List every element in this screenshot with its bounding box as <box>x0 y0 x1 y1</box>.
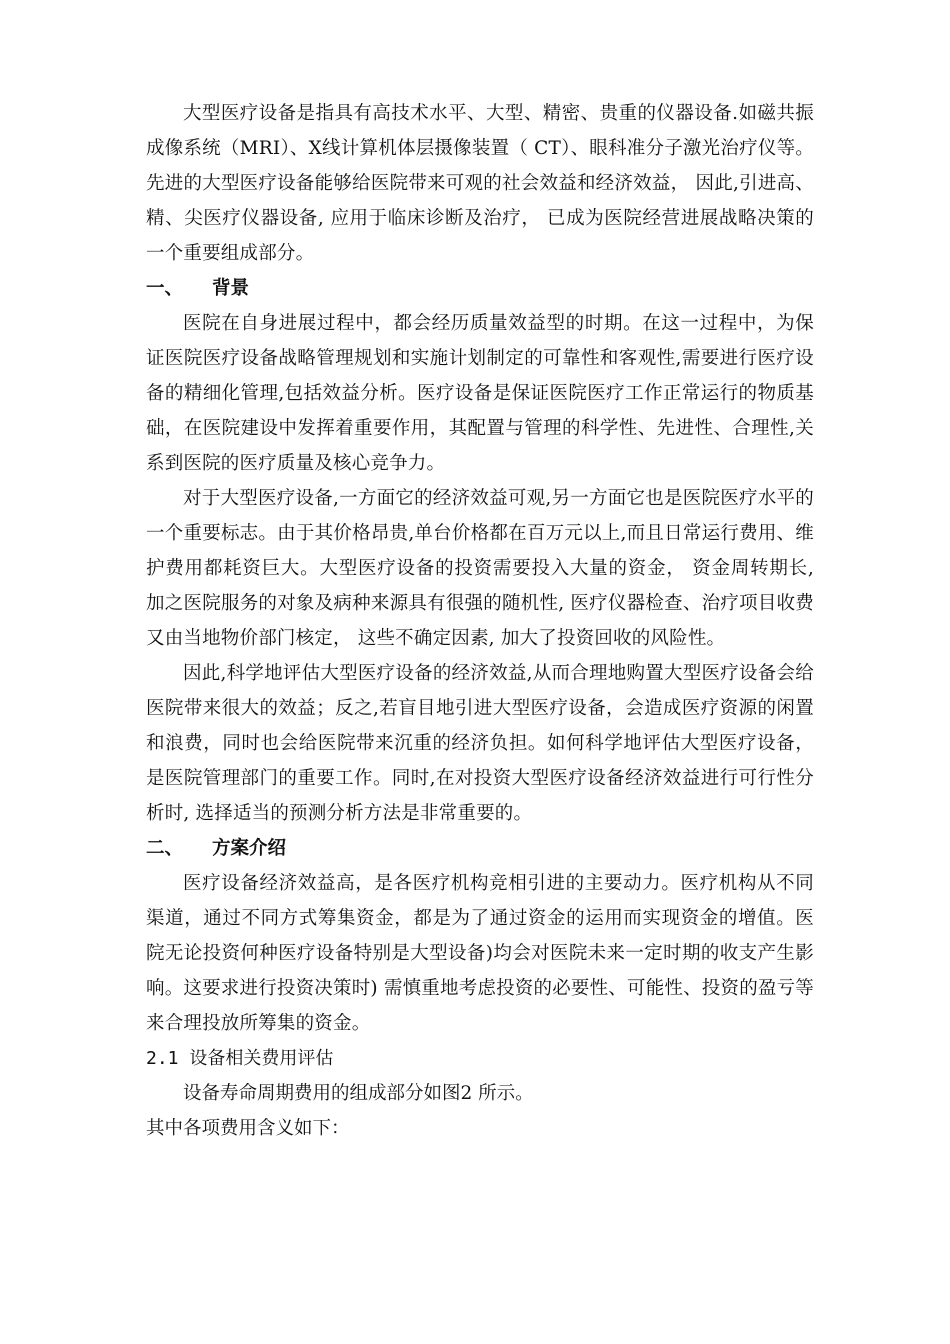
subsection-2-1-title: 2.1 设备相关费用评估 <box>146 1048 334 1069</box>
background-paragraph-3: 因此,科学地评估大型医疗设备的经济效益,从而合理地购置大型医疗设备会给医院带来很大的效益；反之,若盲目地引进大型医疗设备，会造成医疗资源的闲置和浪费，同时也会给医院带来沉重的经济负担。如何科学地评估大型医疗设备，是医院管理部门的重要工作。同时,在对投资大型医疗设备经济效益进行可行性分析时, 选择适当的预测分析方法是非常重要的。 <box>146 663 814 824</box>
background-paragraph-2: 对于大型医疗设备,一方面它的经济效益可观,另一方面它也是医院医疗水平的一个重要标志。由于其价格昂贵,单台价格都在百万元以上,而且日常运行费用、维护费用都耗资巨大。大型医疗设备的投资需要投入大量的资金， 资金周转期长, 加之医院服务的对象及病种来源具有很强的随机性, 医疗仪器检查、治疗项目收费又由当地物价部门核定， 这些不确定因素, 加大了投资回收的风险性。 <box>146 488 814 649</box>
intro-paragraph: 大型医疗设备是指具有高技术水平、大型、精密、贵重的仪器设备.如磁共振成像系统（MRI）、X线计算机体层摄像装置（ CT）、眼科准分子激光治疗仪等。先进的大型医疗设备能够给医院带来可观的社会效益和经济效益， 因此,引进高、精、尖医疗仪器设备, 应用于临床诊断及治疗， 已成为医院经营进展战略决策的一个重要组成部分。 <box>146 103 814 264</box>
background-paragraph-1: 医院在自身进展过程中，都会经历质量效益型的时期。在这一过程中，为保证医院医疗设备战略管理规划和实施计划制定的可靠性和客观性,需要进行医疗设备的精细化管理,包括效益分析。医疗设备是保证医院医疗工作正常运行的物质基础，在医院建设中发挥着重要作用，其配置与管理的科学性、先进性、合理性,关系到医院的医疗质量及核心竞争力。 <box>146 313 814 474</box>
section-1-heading <box>146 271 814 306</box>
subsection-2-1-line-1: 设备寿命周期费用的组成部分如图2 所示。 <box>183 1083 534 1104</box>
section-1-number: 一、 <box>146 278 184 299</box>
section-1-title: 背景 <box>212 278 250 299</box>
section-2-title: 方案介绍 <box>212 838 287 859</box>
subsection-2-1-line-2: 其中各项费用含义如下： <box>146 1118 350 1139</box>
section-2-heading <box>146 831 814 866</box>
plan-paragraph-1: 医疗设备经济效益高，是各医疗机构竞相引进的主要动力。医疗机构从不同渠道，通过不同方式筹集资金，都是为了通过资金的运用而实现资金的增值。医院无论投资何种医疗设备特别是大型设备)均会对医院未来一定时期的收支产生影响。这要求进行投资决策时) 需慎重地考虑投资的必要性、可能性、投资的盈亏等来合理投放所筹集的资金。 <box>146 873 815 1034</box>
section-2-number: 二、 <box>146 838 184 859</box>
document-body <box>146 96 814 1146</box>
